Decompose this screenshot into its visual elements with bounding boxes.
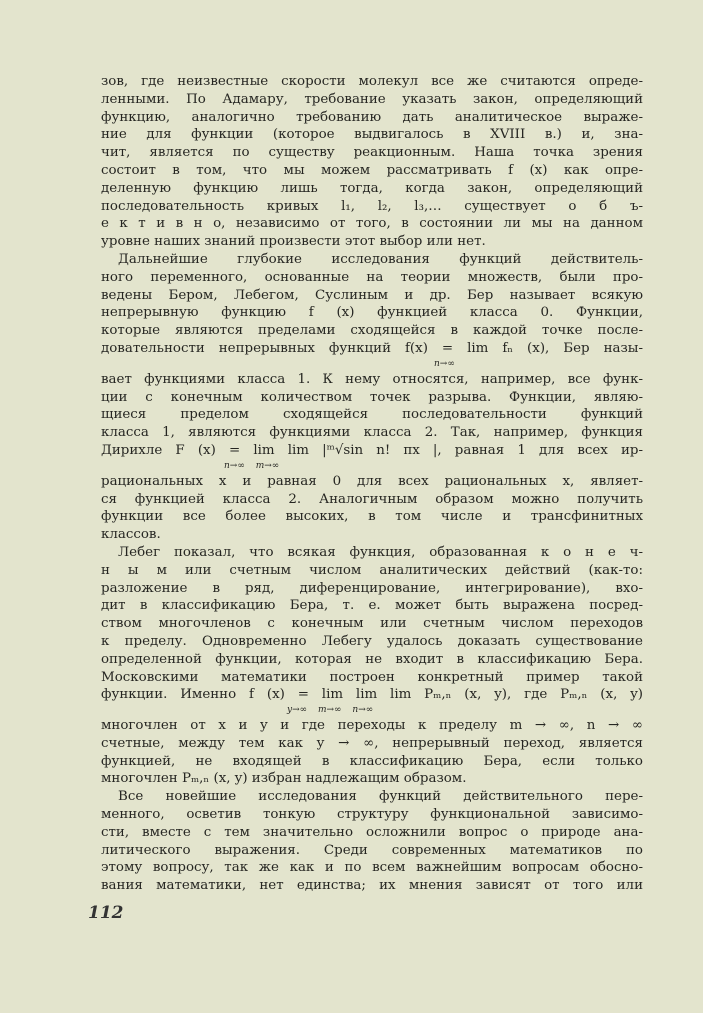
text-line: классов. bbox=[101, 527, 161, 543]
text-line: функцией, не входящей в классификацию Бера, если только bbox=[101, 753, 643, 769]
text-line: ся функцией класса 2. Аналогичным образом можно получить bbox=[101, 491, 643, 507]
text-line: щиеся пределом сходящейся последовательности функций bbox=[101, 407, 643, 423]
formula-line: Дирихле F (x) = lim lim |ᵐ√sin n! πx |, равная 1 для всех ир- bbox=[101, 442, 643, 458]
text-line: класса 1, являются функциями класса 2. Так, например, функция bbox=[101, 425, 643, 441]
limit-subscript: n→∞ bbox=[434, 358, 455, 369]
formula-line: функции. Именно f (x) = lim lim lim Pₘ,ₙ (x, y), где Pₘ,ₙ (x, y) bbox=[101, 687, 643, 703]
limit-subscript: y→∞ m→∞ n→∞ bbox=[287, 705, 374, 716]
text-line: ленными. По Адамару, требование указать закон, определяющий bbox=[101, 91, 643, 107]
text-line: которые являются пределами сходящейся в каждой точке после- bbox=[101, 323, 643, 339]
text-line: уровне наших знаний произвести этот выбор или нет. bbox=[101, 234, 486, 250]
text-line: определенной функции, которая не входит в классификацию Бера. bbox=[101, 651, 643, 667]
text-line: непрерывную функцию f (x) функцией класса 0. Функции, bbox=[101, 305, 643, 321]
text-line: деленную функцию лишь тогда, когда закон, определяющий bbox=[101, 180, 643, 196]
text-line: ции с конечным количеством точек разрыва. Функции, являю- bbox=[101, 389, 643, 405]
page-number: 112 bbox=[88, 903, 124, 923]
text-line: рациональных x и равная 0 для всех рациональных x, являет- bbox=[101, 473, 643, 489]
text-line: функции все более высоких, в том числе и трансфинитных bbox=[101, 509, 643, 525]
text-line: Московскими математики построен конкретный пример такой bbox=[101, 669, 643, 685]
text-line: вания математики, нет единства; их мнения зависят от того или bbox=[101, 878, 643, 894]
text-line: чит, является по существу реакционным. Наша точка зрения bbox=[101, 145, 643, 161]
paragraph-start-line: Все новейшие исследования функций действительного пере- bbox=[118, 789, 643, 805]
text-line: последовательность кривых l₁, l₂, l₃,… существует о б ъ- bbox=[101, 198, 643, 214]
text-line: е к т и в н о, независимо от того, в состоянии ли мы на данном bbox=[101, 216, 643, 232]
text-line: н ы м или счетным числом аналитических действий (как-то: bbox=[101, 562, 643, 578]
text-line: литического выражения. Среди современных математиков по bbox=[101, 842, 643, 858]
text-line: ние для функции (которое выдвигалось в XVIII в.) и, зна- bbox=[101, 127, 643, 143]
text-line: этому вопросу, так же как и по всем важнейшим вопросам обосно- bbox=[101, 860, 643, 876]
text-line: разложение в ряд, диференцирование, интегрирование), вхо- bbox=[101, 580, 643, 596]
text-line: зов, где неизвестные скорости молекул все же считаются опреде- bbox=[101, 74, 643, 89]
formula-line: довательности непрерывных функций f(x) = lim fₙ (x), Бер назы- bbox=[101, 340, 643, 356]
book-page-text bbox=[101, 73, 643, 895]
text-line: функцию, аналогично требованию дать аналитическое выраже- bbox=[101, 109, 643, 125]
paragraph-start-line: Дальнейшие глубокие исследования функций действитель- bbox=[118, 251, 643, 267]
text-line: менного, осветив тонкую структуру функциональной зависимо- bbox=[101, 807, 643, 823]
text-line: сти, вместе с тем значительно осложнили вопрос о природе ана- bbox=[101, 824, 643, 840]
text-line: состоит в том, что мы можем рассматривать f (x) как опре- bbox=[101, 162, 643, 178]
text-line: вает функциями класса 1. К нему относятся, например, все функ- bbox=[101, 371, 643, 387]
text-line: многочлен от x и y и где переходы к пределу m → ∞, n → ∞ bbox=[101, 718, 643, 734]
limit-subscript: n→∞ m→∞ bbox=[224, 460, 280, 471]
text-line: к пределу. Одновременно Лебегу удалось доказать существование bbox=[101, 633, 643, 649]
text-line: ством многочленов с конечным или счетным числом переходов bbox=[101, 616, 643, 632]
text-line: дит в классификацию Бера, т. е. может быть выражена посред- bbox=[101, 598, 643, 614]
text-line: многочлен Pₘ,ₙ (x, y) избран надлежащим образом. bbox=[101, 771, 467, 787]
text-line: счетные, между тем как y → ∞, непрерывный переход, является bbox=[101, 735, 643, 751]
text-line: ведены Бером, Лебегом, Суслиным и др. Бер называет всякую bbox=[101, 287, 643, 303]
text-line: ного переменного, основанные на теории множеств, были про- bbox=[101, 269, 643, 285]
paragraph-start-line: Лебег показал, что всякая функция, образованная к о н е ч- bbox=[118, 544, 643, 560]
